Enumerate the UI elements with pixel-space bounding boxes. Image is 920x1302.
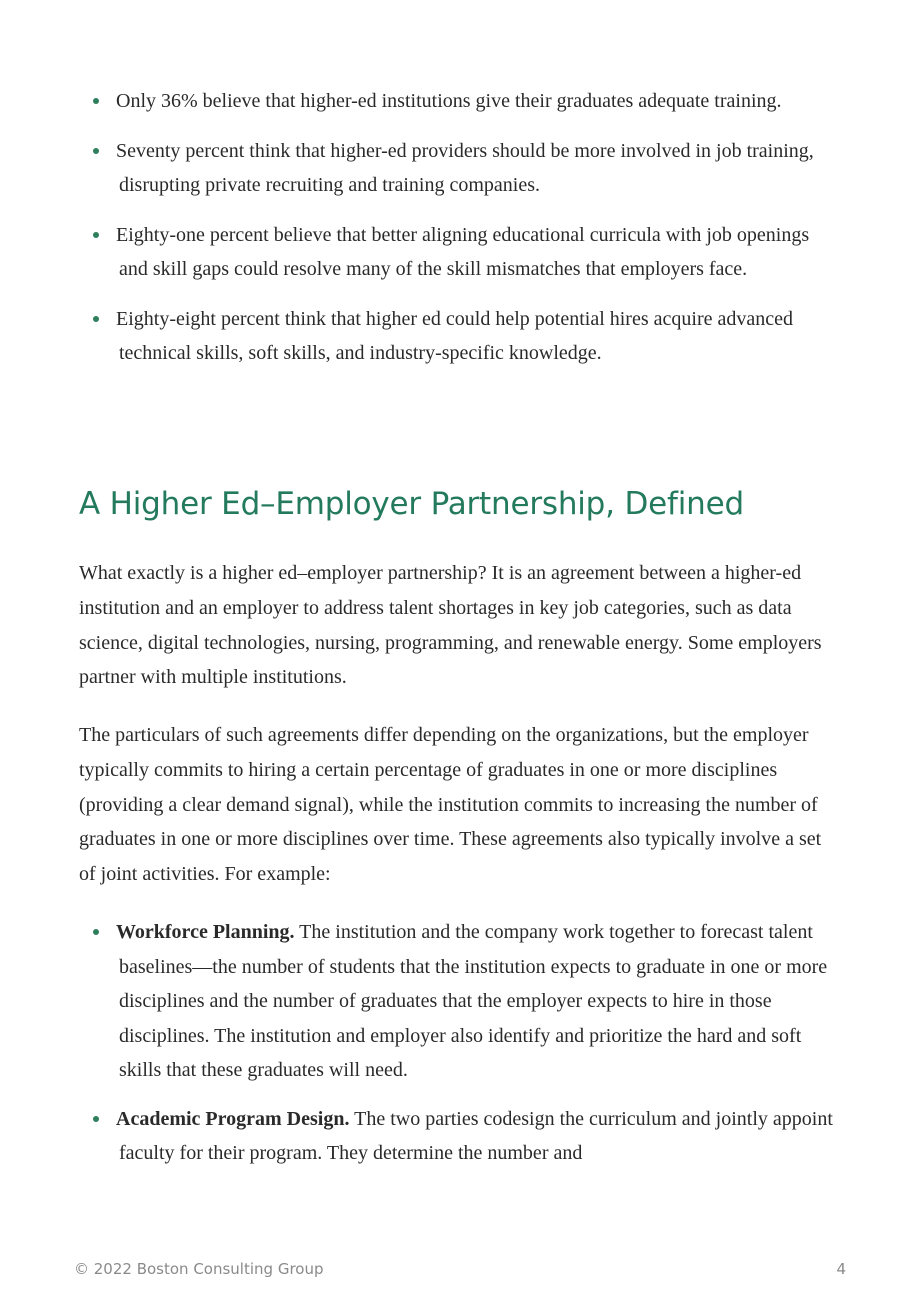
bullet-text: Seventy percent think that higher-ed providers should be more involved in job training, disrupting private recruiting and training companies. <box>116 139 814 196</box>
bullet-text: Only 36% believe that higher-ed institutions give their graduates adequate training. <box>116 90 782 112</box>
body-paragraph: What exactly is a higher ed–employer partnership? It is an agreement between a higher-ed institution and an employer to address talent shortages in key job categories, such as data science, digital technologies, nursing, programming, and renewable energy. Some employers partner with multiple institutions. <box>79 562 822 689</box>
activities-bullet-list <box>79 915 839 1185</box>
bullet-text: Eighty-eight percent think that higher ed could help potential hires acquire advanced technical skills, soft skills, and industry-specific knowledge. <box>116 307 793 364</box>
activity-title: Workforce Planning. <box>116 921 295 943</box>
body-paragraph: The particulars of such agreements differ depending on the organizations, but the employer typically commits to hiring a certain percentage of graduates in one or more disciplines (providing a clear demand signal), while the institution commits to increasing the number of graduates in one or more disciplines over time. These agreements also typically involve a set of joint activities. For example: <box>79 724 822 886</box>
list-item <box>79 302 839 371</box>
statistics-bullet-list <box>79 84 839 386</box>
activity-title: Academic Program Design. <box>116 1107 350 1130</box>
list-item <box>79 218 839 287</box>
list-item <box>79 1102 839 1171</box>
list-item <box>79 84 839 119</box>
copyright-notice: © 2022 Boston Consulting Group <box>74 1260 324 1278</box>
activity-text: The institution and the company work together to forecast talent baselines—the number of students that the institution expects to graduate in one or more disciplines and the number of graduates that the employer expects to hire in those disciplines. The institution and employer also identify and prioritize the hard and soft skills that these graduates will need. <box>119 921 828 1081</box>
section-heading: A Higher Ed–Employer Partnership, Defined <box>79 486 744 522</box>
list-item <box>79 915 839 1088</box>
page-number: 4 <box>836 1260 846 1278</box>
bullet-text: Eighty-one percent believe that better aligning educational curricula with job openings and skill gaps could resolve many of the skill mismatches that employers face. <box>116 223 810 280</box>
activity-text: The two parties codesign the curriculum and jointly appoint faculty for their program. They determine the number and <box>119 1107 833 1164</box>
list-item <box>79 134 839 203</box>
